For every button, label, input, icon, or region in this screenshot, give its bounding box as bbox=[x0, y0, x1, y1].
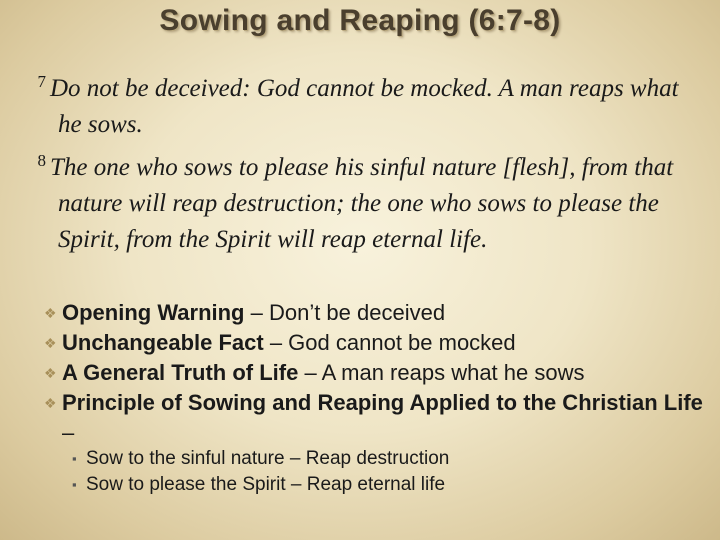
dot-bullet-icon: ▪ bbox=[72, 477, 77, 492]
subpoint-text: Sow to please the Spirit – Reap eternal life bbox=[86, 474, 446, 495]
point-heading: Principle of Sowing and Reaping Applied to the Christian Life bbox=[62, 390, 703, 415]
point-heading: Opening Warning bbox=[62, 300, 245, 325]
point-list bbox=[44, 298, 704, 448]
verse-text: The one who sows to please his sinful nature [flesh], from that nature will reap destruction; the one who sows to please the Spirit, from the Spirit will reap eternal life. bbox=[50, 154, 674, 253]
point-heading: Unchangeable Fact bbox=[62, 330, 264, 355]
leaf-bullet-icon: ❖ bbox=[44, 305, 57, 321]
list-item bbox=[44, 358, 704, 388]
list-item bbox=[72, 446, 686, 472]
list-item bbox=[44, 298, 704, 328]
slide-title: Sowing and Reaping (6:7-8) bbox=[159, 4, 561, 37]
verse-number: 7 bbox=[37, 72, 46, 91]
list-item bbox=[44, 388, 704, 448]
subpoint-list bbox=[72, 446, 686, 498]
leaf-bullet-icon: ❖ bbox=[44, 395, 57, 411]
leaf-bullet-icon: ❖ bbox=[44, 335, 57, 351]
leaf-bullet-icon: ❖ bbox=[44, 365, 57, 381]
verse-7 bbox=[20, 64, 700, 143]
verse-8 bbox=[20, 143, 700, 258]
dot-bullet-icon: ▪ bbox=[72, 451, 77, 466]
scripture-passage bbox=[20, 64, 700, 258]
point-text: – God cannot be mocked bbox=[263, 330, 516, 355]
point-text: – A man reaps what he sows bbox=[298, 360, 585, 385]
point-heading: A General Truth of Life bbox=[62, 360, 299, 385]
point-text: – Don’t be deceived bbox=[244, 300, 446, 325]
point-text: – bbox=[62, 420, 75, 445]
verse-number: 8 bbox=[37, 151, 46, 170]
subpoint-text: Sow to the sinful nature – Reap destruction bbox=[86, 448, 450, 469]
list-item bbox=[44, 328, 704, 358]
list-item bbox=[72, 472, 686, 498]
verse-text: Do not be deceived: God cannot be mocked. A man reaps what he sows. bbox=[50, 75, 679, 138]
